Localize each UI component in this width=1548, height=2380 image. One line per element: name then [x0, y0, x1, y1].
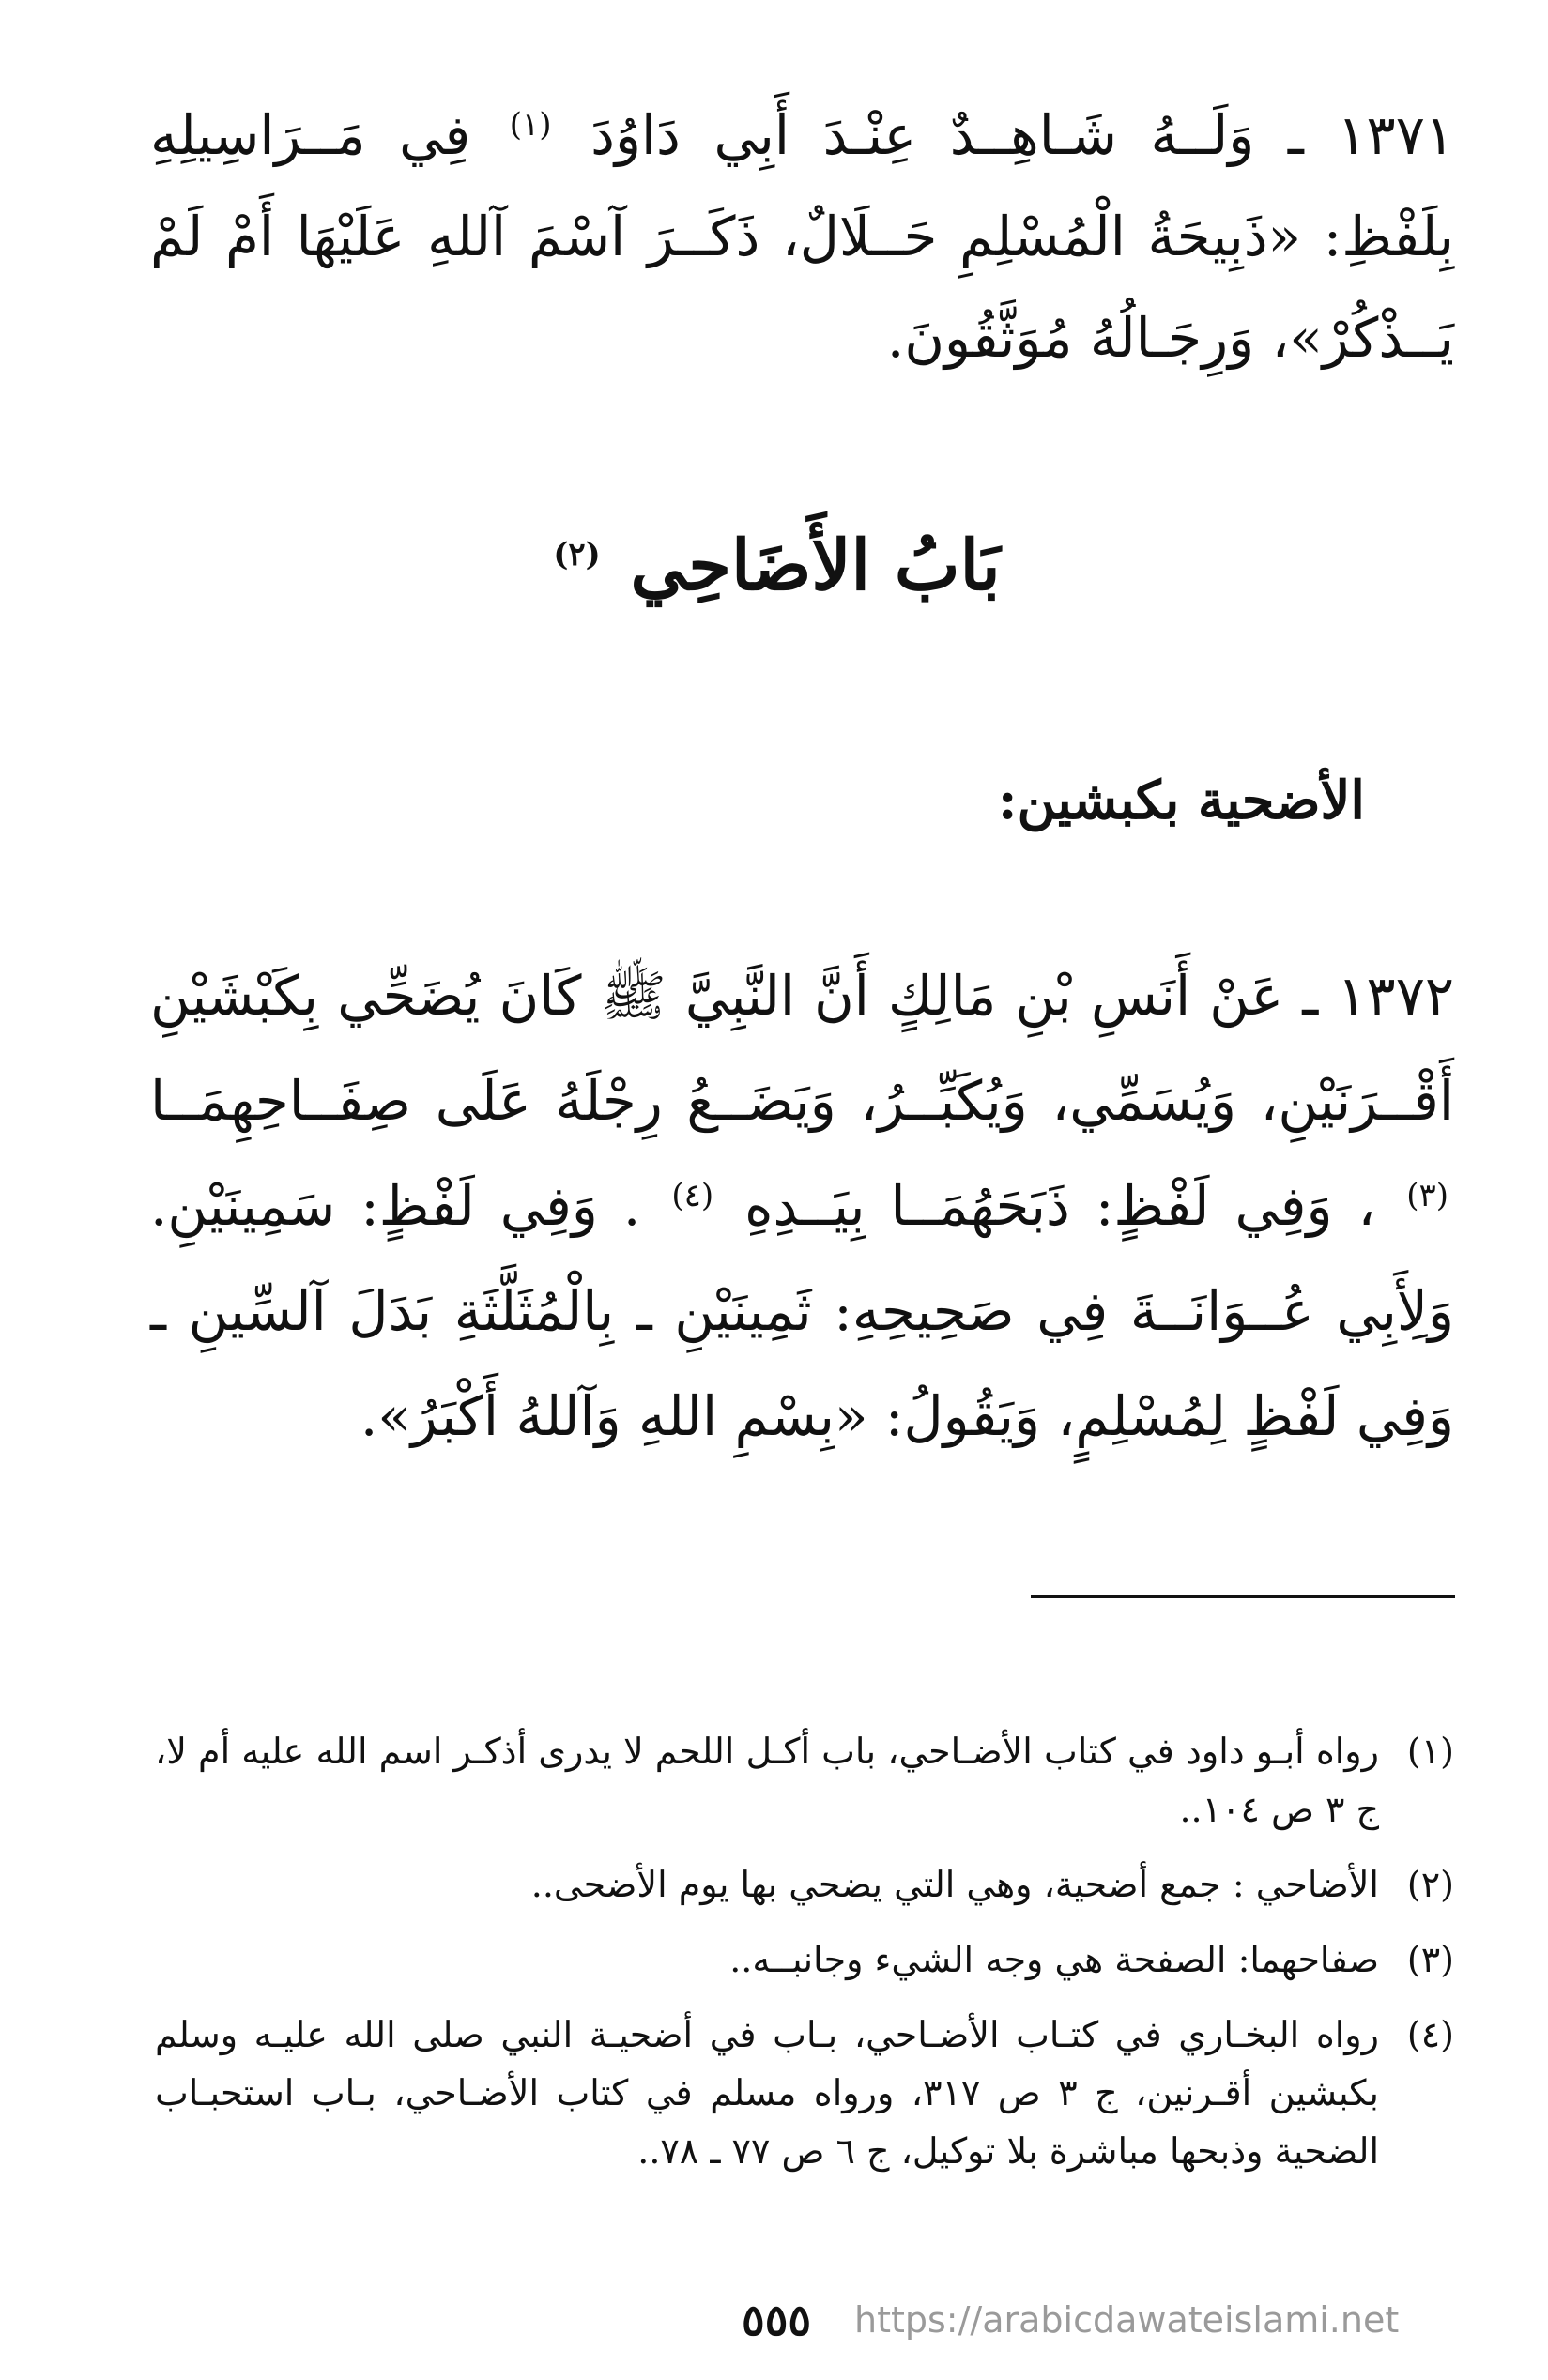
section-subheading: الأضحية بكبشين: [997, 770, 1365, 831]
hadith-1372 [150, 943, 1454, 1469]
footnote-number: (١) [1406, 1731, 1454, 1772]
footnote-number: (٤) [1406, 2014, 1454, 2055]
hadith-text-part-1: ـ عَنْ أَنَسِ بْنِ مَالِكٍ أَنَّ النَّبِيَّ ﷺ كَانَ يُضَحِّي بِكَبْشَيْنِ أَقْــرَنَيْنِ، وَيُسَمِّي، وَيُكَبِّــرُ، وَيَضَــعُ رِجْلَهُ عَلَى صِفَــاحِهِمَــا [150, 964, 1454, 1133]
footnote-text: صفاحهما: الصفحة هي وجه الشيء وجانبــه.. [729, 1939, 1379, 1980]
footnote [155, 2006, 1454, 2180]
chapter-title-text: بَابُ الأَضَاحِي [630, 526, 1001, 606]
hadith-number: ١٣٧١ [1337, 103, 1455, 167]
hadith-number: ١٣٧٢ [1337, 964, 1455, 1028]
chapter-title [0, 526, 1548, 606]
footnote-divider [1031, 1595, 1455, 1598]
footnote-number: (٢) [1406, 1864, 1454, 1905]
footnote-text: الأضاحي : جمع أضحية، وهي التي يضحي بها يوم الأضحى.. [530, 1864, 1379, 1905]
hadith-intro: ـ وَلَــهُ شَـاهِــدٌ عِنْـدَ أَبِي دَاوُدَ [590, 103, 1304, 167]
page-number: ٥٥٥ [742, 2295, 812, 2345]
footnotes [155, 1722, 1454, 2197]
hadith-1371 [150, 84, 1454, 389]
footnote-ref-2: (٢) [553, 536, 601, 574]
footnote [155, 1930, 1454, 1989]
footnote-ref-1: (١) [509, 105, 552, 144]
footnote [155, 1722, 1454, 1838]
footnote-ref-4: (٤) [671, 1176, 714, 1214]
hadith-text-part-2: ، وَفِي لَفْظٍ: ذَبَحَهُمَــا بِيَــدِهِ [744, 1174, 1376, 1238]
hadith-text-part-3: . وَفِي لَفْظٍ: سَمِينَيْنِ. وَلِأَبِي عُــوَانَــةَ فِي صَحِيحِهِ: ثَمِينَيْنِ ـ بِالْمُثَلَّثَةِ بَدَلَ آلسِّينِ ـ وَفِي لَفْظٍ لِمُسْلِمٍ، وَيَقُولُ: «بِسْمِ اللهِ وَآللهُ أَكْبَرُ». [150, 1174, 1454, 1448]
footnote-number: (٣) [1406, 1939, 1454, 1980]
footnote [155, 1855, 1454, 1914]
hadith-text: فِي مَــرَاسِيلِهِ بِلَفْظِ: «ذَبِيحَةُ الْمُسْلِمِ حَــلَالٌ، ذَكَــرَ آسْمَ آللهِ عَلَيْهَا أَمْ لَمْ يَــذْكُرْ»، وَرِجَـالُهُ مُوَثَّقُونَ. [150, 103, 1454, 370]
footnote-text: رواه أبـو داود في كتاب الأضـاحي، باب أكـل اللحم لا يدرى أذكـر اسم الله عليه أم لا، ج ٣ ص ١٠٤.. [155, 1731, 1379, 1830]
watermark-url: https://arabicdawateislami.net [854, 2299, 1400, 2341]
footnote-text: رواه البخـاري في كتـاب الأضـاحي، بـاب في أضحيـة النبي صلى الله عليـه وسلم بكبشين أقـرنين، ج ٣ ص ٣١٧، ورواه مسلم في كتاب الأضـاحي، بـاب استحبـاب الضحية وذبحها مباشرة بلا توكيل، ج ٦ ص ٧٧ ـ ٧٨.. [155, 2014, 1379, 2172]
footnote-ref-3: (٣) [1406, 1176, 1449, 1214]
